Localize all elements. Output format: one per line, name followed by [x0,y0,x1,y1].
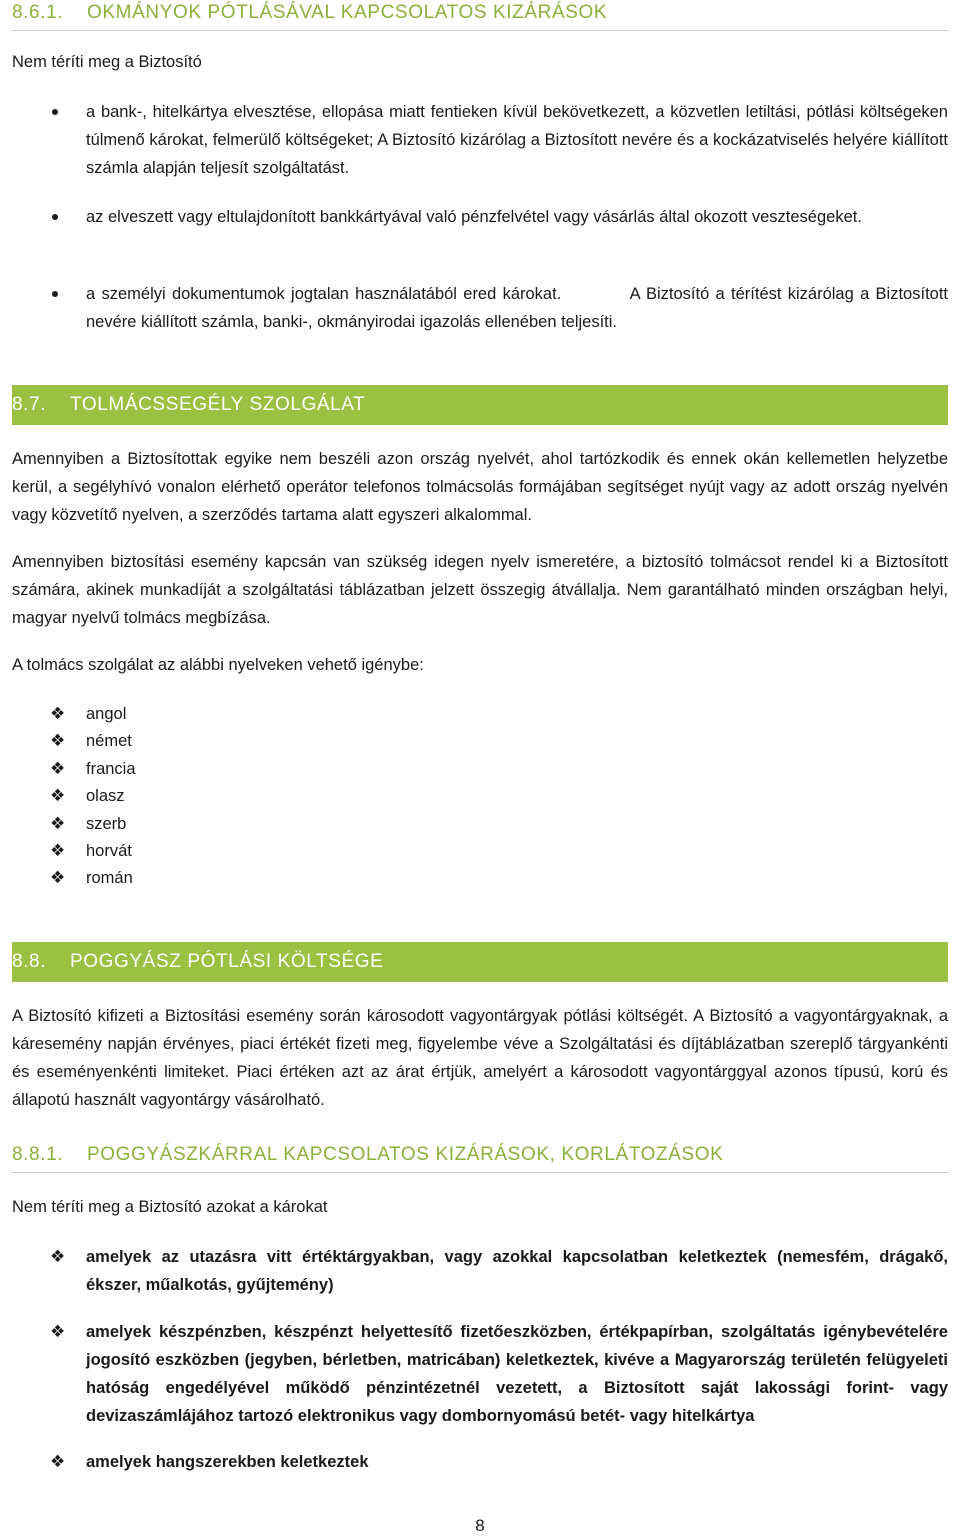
section-88-title: POGGYÁSZ PÓTLÁSI KÖLTSÉGE [70,951,384,972]
language-item [12,782,948,810]
section-88-number: 8.8. [12,951,47,972]
heading-861-number: 8.6.1. [12,2,64,23]
page-number: 8 [475,1516,485,1535]
diamond-bullet-icon: ❖ [50,1247,66,1267]
language-label: angol [86,705,127,723]
language-label: francia [86,760,136,778]
exclusion-item [12,1318,948,1430]
diamond-bullet-icon: ❖ [50,1452,66,1472]
section-87-number: 8.7. [12,394,47,415]
exclusion-text: amelyek az utazásra vitt értéktárgyakban, vagy azokkal kapcsolatban keletkeztek (nemesfém, drágakő, ékszer, műalkotás, gyűjtemény) [86,1248,948,1294]
intro-861: Nem téríti meg a Biztosító [12,53,202,71]
language-item [12,810,948,838]
diamond-bullet-icon: ❖ [50,814,66,834]
language-item [12,727,948,755]
language-item [12,700,948,728]
paragraph-88: A Biztosító kifizeti a Biztosítási esemény során károsodott vagyontárgyak pótlási költségét. A Biztosító a vagyontárgyaknak, a káresemény napján érvényes, piaci értékét fizeti meg, figyelembe véve a Szolgáltatási és díjtáblázatban szereplő tárgyankénti és eseményenkénti limiteket. Piaci értéken azt az árat értjük, amelyért a károsodott vagyontárggyal azonos típusú, korú és állapotú használt vagyontárgy vásárolható. [12,1007,948,1109]
language-label: horvát [86,842,132,860]
heading-881-number: 8.8.1. [12,1144,64,1165]
bullet-dot-icon [52,291,58,297]
paragraph-87-3: A tolmács szolgálat az alábbi nyelveken vehető igénybe: [12,656,424,674]
heading-861 [12,2,607,24]
bullet-text: az elveszett vagy eltulajdonított bankkártyával való pénzfelvétel vagy vásárlás által okozott veszteségeket. [86,208,862,226]
diamond-bullet-icon: ❖ [50,868,66,888]
language-label: német [86,732,132,750]
exclusion-text: amelyek hangszerekben keletkeztek [86,1453,369,1471]
language-label: román [86,869,133,887]
paragraph-87-1: Amennyiben a Biztosítottak egyike nem beszéli azon ország nyelvét, ahol tartózkodik és ennek okán kellemetlen helyzetbe kerül, a segélyhívó vonalon elérhető operátor telefonos tolmácsolás formájában segítséget nyújt vagy az adott ország nyelvén vagy közvetítő nyelven, a szerződés tartama alatt egyszeri alkalommal. [12,450,948,524]
section-88-bar [12,942,948,982]
diamond-bullet-icon: ❖ [50,704,66,724]
heading-881 [12,1144,723,1166]
bullet-item [12,280,953,336]
language-item [12,755,948,783]
diamond-bullet-icon: ❖ [50,759,66,779]
language-label: olasz [86,787,125,805]
heading-881-title: POGGYÁSZKÁRRAL KAPCSOLATOS KIZÁRÁSOK, KORLÁTOZÁSOK [87,1144,724,1165]
language-item [12,864,948,892]
bullet-dot-icon [52,109,58,115]
exclusion-item [12,1243,948,1299]
bullet-text: a bank-, hitelkártya elvesztése, ellopása miatt fentieken kívül bekövetkezett, a közvetlen letiltási, pótlási költségeken túlmenő károkat, felmerülő költségeket; A Biztosító kizárólag a Biztosított nevére és a kockázatviselés helyére kiállított számla alapján teljesít szolgáltatást. [86,103,948,177]
diamond-bullet-icon: ❖ [50,786,66,806]
intro-881: Nem téríti meg a Biztosító azokat a károkat [12,1198,328,1216]
paragraph-87-2: Amennyiben biztosítási esemény kapcsán van szükség idegen nyelv ismeretére, a biztosító tolmácsot rendel ki a Biztosított számára, akinek munkadíját a szolgáltatási táblázatban jelzett összegig átvállalja. Nem garantálható minden országban helyi, magyar nyelvű tolmács megbízása. [12,553,948,627]
bullet-text: a személyi dokumentumok jogtalan használatából ered károkat. A Biztosító a térítést kizárólag a Biztosított nevére kiállított számla, banki-, okmányirodai igazolás ellenében teljesíti. [86,285,953,331]
diamond-bullet-icon: ❖ [50,731,66,751]
bullet-item [12,203,948,231]
language-label: szerb [86,815,127,833]
section-87-bar [12,385,948,425]
exclusion-text: amelyek készpénzben, készpénzt helyettesítő fizetőeszközben, értékpapírban, szolgáltatás igénybevételére jogosító eszközben (jegyben, bérletben, matricában) keletkeztek, kivéve a Magyarország területén felügyeleti hatóság engedélyével működő pénzintézetnél vezetett, a Biztosított saját lakossági forint- vagy devizaszámlájához tartozó elektronikus vagy dombornyomású betét- vagy hitelkártya [86,1323,948,1425]
bullet-dot-icon [52,214,58,220]
heading-861-title: OKMÁNYOK PÓTLÁSÁVAL KAPCSOLATOS KIZÁRÁSOK [87,2,608,23]
diamond-bullet-icon: ❖ [50,841,66,861]
heading-861-rule [12,30,948,31]
bullet-item [12,98,948,182]
heading-881-rule [12,1172,948,1173]
exclusion-item [12,1448,948,1476]
section-87-title: TOLMÁCSSEGÉLY SZOLGÁLAT [70,394,366,415]
diamond-bullet-icon: ❖ [50,1322,66,1342]
language-item [12,837,948,865]
